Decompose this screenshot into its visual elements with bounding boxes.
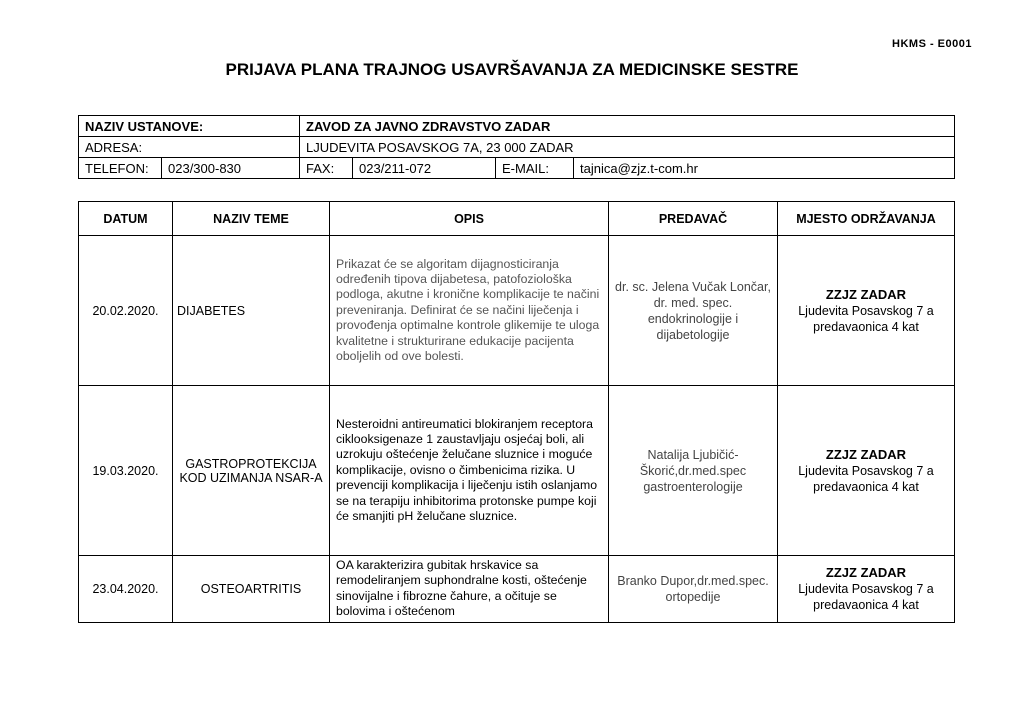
row-place xyxy=(778,556,955,623)
row-topic: OSTEOARTRITIS xyxy=(173,556,330,623)
institution-name-label: NAZIV USTANOVE: xyxy=(79,116,300,137)
schedule-table xyxy=(78,201,955,623)
place-detail: Ljudevita Posavskog 7 a predavaonica 4 kat xyxy=(798,463,934,494)
row-date: 19.03.2020. xyxy=(79,386,173,556)
table-row xyxy=(79,236,955,386)
place-name: ZZJZ ZADAR xyxy=(825,564,907,580)
institution-name-value: ZAVOD ZA JAVNO ZDRAVSTVO ZADAR xyxy=(300,116,955,137)
place-detail: Ljudevita Posavskog 7 a predavaonica 4 kat xyxy=(798,581,934,612)
header-lecturer: PREDAVAČ xyxy=(609,202,778,236)
row-description: OA karakterizira gubitak hrskavice sa remodeliranjem suphondralne kosti, oštećenje sinovijalne i fibrozne čahure, a očituje se bolovima i oštećenom xyxy=(330,556,609,623)
phone-label: TELEFON: xyxy=(79,158,162,179)
place-detail: Ljudevita Posavskog 7 a predavaonica 4 kat xyxy=(798,303,934,334)
email-value: tajnica@zjz.t-com.hr xyxy=(574,158,955,179)
row-place xyxy=(778,236,955,386)
row-date: 23.04.2020. xyxy=(79,556,173,623)
row-date: 20.02.2020. xyxy=(79,236,173,386)
table-row xyxy=(79,556,955,623)
document-code: HKMS - E0001 xyxy=(892,38,972,50)
place-name: ZZJZ ZADAR xyxy=(825,286,907,302)
institution-address-row xyxy=(79,137,955,158)
header-date: DATUM xyxy=(79,202,173,236)
place-name: ZZJZ ZADAR xyxy=(825,446,907,462)
row-description: Nesteroidni antireumatici blokiranjem receptora ciklooksigenaze 1 zaustavljaju osjećaj boli, ali uzrokuju oštećenje želučane sluznice i moguće komplikacije, ovisno o čimbenicima rizika. U prevenciji komplikacija i liječenju istih oslanjamo se na terapiju inhibitorima protonske pumpe koji će smanjiti pH želučane sluznice. xyxy=(330,386,609,556)
fax-value: 023/211-072 xyxy=(353,158,496,179)
institution-table xyxy=(78,115,955,179)
row-lecturer: Branko Dupor,dr.med.spec. ortopedije xyxy=(609,556,778,623)
institution-contact-row xyxy=(79,158,955,179)
table-row xyxy=(79,386,955,556)
page-title: PRIJAVA PLANA TRAJNOG USAVRŠAVANJA ZA MEDICINSKE SESTRE xyxy=(225,60,799,79)
header-topic: NAZIV TEME xyxy=(173,202,330,236)
schedule-header-row xyxy=(79,202,955,236)
row-place xyxy=(778,386,955,556)
header-description: OPIS xyxy=(330,202,609,236)
institution-name-row xyxy=(79,116,955,137)
institution-address-value: LJUDEVITA POSAVSKOG 7A, 23 000 ZADAR xyxy=(300,137,955,158)
row-lecturer: Natalija Ljubičić-Škorić,dr.med.spec gastroenterologije xyxy=(609,386,778,556)
institution-address-label: ADRESA: xyxy=(79,137,300,158)
row-topic: GASTROPROTEKCIJA KOD UZIMANJA NSAR-A xyxy=(173,386,330,556)
row-topic: DIJABETES xyxy=(173,236,330,386)
email-label: E-MAIL: xyxy=(496,158,574,179)
phone-value: 023/300-830 xyxy=(162,158,300,179)
row-lecturer: dr. sc. Jelena Vučak Lončar, dr. med. spec. endokrinologije i dijabetologije xyxy=(609,236,778,386)
header-place: MJESTO ODRŽAVANJA xyxy=(778,202,955,236)
row-description: Prikazat će se algoritam dijagnosticiranja određenih tipova dijabetesa, patofoziološka podloga, akutne i kronične komplikacije te načini preveniranja. Definirat će se načini liječenja i provođenja optimalne kontrole glikemije te uloga kvalitetne i strukturirane edukacije pacijenta oboljelih od ove bolesti. xyxy=(330,236,609,386)
fax-label: FAX: xyxy=(300,158,353,179)
